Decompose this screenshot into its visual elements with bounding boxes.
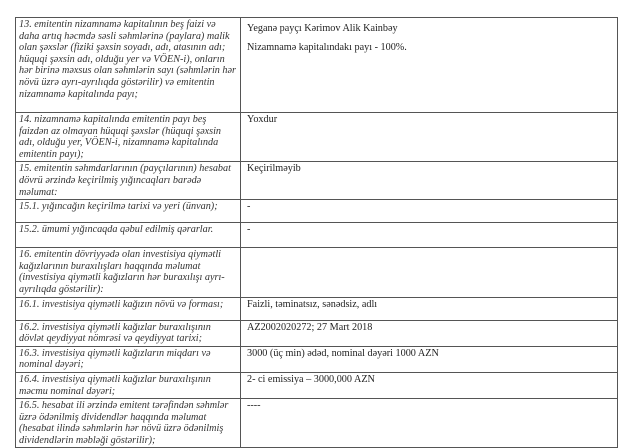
question-cell: 13. emitentin nizamnamə kapitalının beş faizi və daha artıq həcmdə səsli səhmlərinə (paylara) malik olan şəxslər (fiziki şəxsin soyadı, adı, atasının adı; hüquqi şəxsin adı, olduğu yer və VÖEN-i), onların hər birinə məxsus olan səhmlərin sayı (səhmlərin hər növü üzrə ayrı-ayrılıqda göstərilir) və emitentin nizamnamə kapitalında payı; — [16, 18, 241, 113]
question-cell: 16.1. investisiya qiymətli kağızın növü və forması; — [16, 297, 241, 320]
answer-cell — [241, 297, 618, 320]
question-cell: 16.5. hesabat ili ərzində emitent tərəfindən səhmlər üzrə ödənilmiş dividendlər haqqında məlumat (hesabat ilində səhmlərin hər növü üzrə ödənilmiş dividendlərin məbləği göstərilir); — [16, 399, 241, 448]
table-row — [16, 399, 618, 448]
answer-cell — [241, 372, 618, 398]
question-cell: 15. emitentin səhmdarlarının (payçılarının) hesabat dövrü ərzində keçirilmiş yığıncaqları barədə məlumat: — [16, 162, 241, 200]
table-row — [16, 200, 618, 223]
answer-line: 2- ci emissiya – 3000,000 AZN — [247, 373, 375, 385]
question-cell: 16. emitentin dövriyyədə olan investisiya qiymətli kağızlarının buraxılışları haqqında məlumat (investisiya qiymətli kağızların hər buraxılışı ayrı- ayrılıqda göstərilir): — [16, 248, 241, 297]
question-cell: 16.3. investisiya qiymətli kağızların miqdarı və nominal dəyəri; — [16, 346, 241, 372]
answer-line: Faizli, təminatsız, sənədsiz, adlı — [247, 298, 378, 310]
table-row — [16, 372, 618, 398]
question-cell: 15.1. yığıncağın keçirilmə tarixi və yeri (ünvan); — [16, 200, 241, 223]
answer-line: - — [247, 201, 251, 213]
table-row — [16, 346, 618, 372]
answer-cell — [241, 18, 618, 113]
answer-cell — [241, 248, 618, 297]
table-row — [16, 297, 618, 320]
table-row — [16, 320, 618, 346]
question-cell: 16.4. investisiya qiymətli kağızlar buraxılışının məcmu nominal dəyəri; — [16, 372, 241, 398]
question-cell: 15.2. ümumi yığıncaqda qəbul edilmiş qərarlar. — [16, 223, 241, 248]
answer-cell — [241, 200, 618, 223]
table-row — [16, 18, 618, 113]
answer-line: Keçirilməyib — [247, 163, 301, 175]
answer-cell — [241, 320, 618, 346]
answer-line: ---- — [247, 400, 261, 412]
answer-line: - — [247, 224, 251, 236]
answer-cell — [241, 399, 618, 448]
answer-cell — [241, 162, 618, 200]
table-row — [16, 113, 618, 162]
table-row — [16, 223, 618, 248]
disclosure-table — [15, 17, 618, 448]
question-cell: 16.2. investisiya qiymətli kağızlar buraxılışının dövlət qeydiyyat nömrəsi və qeydiyyat tarixi; — [16, 320, 241, 346]
answer-line: AZ2002020272; 27 Mart 2018 — [247, 321, 373, 333]
answer-line: Nizamnamə kapitalındakı payı - 100%. — [247, 42, 407, 53]
table-row — [16, 248, 618, 297]
table-row — [16, 162, 618, 200]
answer-line: Yeganə payçı Kərimov Alik Kainbəy — [247, 23, 398, 34]
answer-cell — [241, 223, 618, 248]
question-cell: 14. nizamnamə kapitalında emitentin payı beş faizdən az olmayan hüquqi şəxslər (hüquqi şəxsin adı, olduğu yer, VÖEN-i, nizamnamə kapitalında emitentin payı); — [16, 113, 241, 162]
answer-line: 3000 (üç min) ədəd, nominal dəyəri 1000 AZN — [247, 347, 439, 359]
answer-line: Yoxdur — [247, 114, 278, 125]
answer-cell — [241, 346, 618, 372]
answer-cell — [241, 113, 618, 162]
